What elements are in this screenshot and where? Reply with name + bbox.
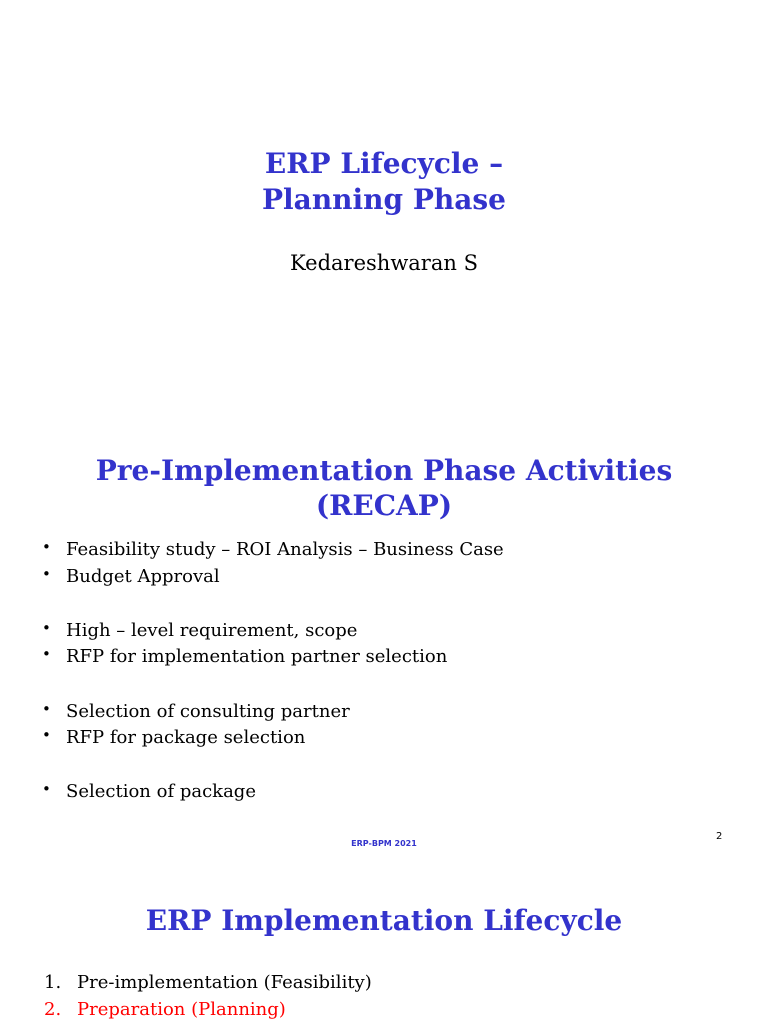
bullet-icon: • xyxy=(42,538,51,556)
bullet-icon: • xyxy=(42,565,51,583)
slide-footer: ERP-BPM 2021 xyxy=(351,839,417,848)
bullet-icon: • xyxy=(42,700,51,718)
page-number: 2 xyxy=(716,831,723,842)
slide-1-title-line-2: Planning Phase xyxy=(261,183,506,216)
slide-1-title-line-1: ERP Lifecycle – xyxy=(264,147,504,180)
bullet-text: Budget Approval xyxy=(66,566,220,587)
item-text: Pre-implementation (Feasibility) xyxy=(77,972,372,993)
slide-2-title-line-2: (RECAP) xyxy=(315,489,453,522)
bullet-text: RFP for implementation partner selection xyxy=(66,646,448,667)
slide-3-title: ERP Implementation Lifecycle xyxy=(145,904,623,937)
bullet-text: Feasibility study – ROI Analysis – Business Case xyxy=(66,539,504,560)
item-number: 2. xyxy=(44,999,62,1020)
bullet-text: RFP for package selection xyxy=(66,727,306,748)
item-text: Preparation (Planning) xyxy=(77,999,286,1020)
bullet-icon: • xyxy=(42,645,51,663)
bullet-text: High – level requirement, scope xyxy=(66,620,358,641)
bullet-text: Selection of consulting partner xyxy=(66,701,350,722)
slide-2-title-line-1: Pre-Implementation Phase Activities xyxy=(95,454,673,487)
bullet-icon: • xyxy=(42,619,51,637)
author-name: Kedareshwaran S xyxy=(290,251,478,275)
item-number: 1. xyxy=(44,972,62,993)
bullet-text: Selection of package xyxy=(66,781,256,802)
bullet-icon: • xyxy=(42,726,51,744)
bullet-icon: • xyxy=(42,780,51,798)
